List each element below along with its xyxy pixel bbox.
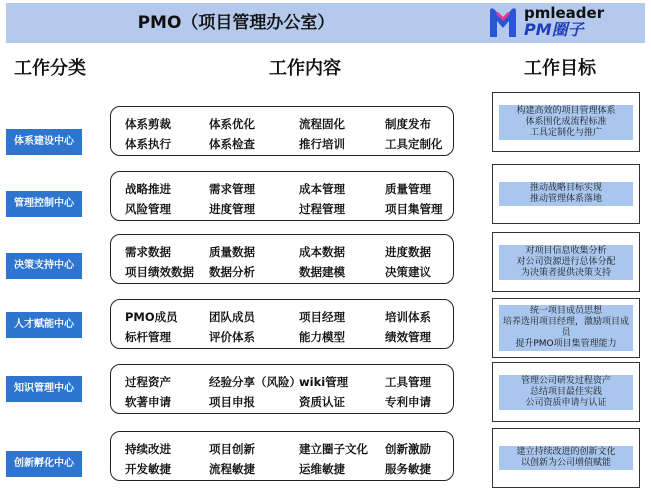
work-item: 资质认证 [299,395,345,409]
work-item: 体系执行 [125,137,171,151]
work-item: 培训体系 [385,310,431,324]
pmleader-logo [488,5,638,39]
work-item: 服务敏捷 [385,462,431,476]
category-label: 人才赋能中心 [6,312,82,338]
goal-line: 公司资质申请与认证 [525,397,607,408]
goal-line: 为决策者提供决策支持 [520,267,611,278]
work-item: 标杆管理 [125,330,171,344]
work-item: 建立圈子文化 [299,442,368,456]
work-item: 数据建模 [299,265,345,279]
category-label: 体系建设中心 [6,129,82,155]
content-box [110,234,454,284]
work-item: 过程资产 [125,375,171,389]
category-label: 决策支持中心 [6,253,82,279]
column-header-category: 工作分类 [14,58,86,79]
work-item: 制度发布 [385,117,431,131]
goal-line: 构建高效的项目管理体系 [516,105,616,116]
goal-line: 对项目信息收集分析 [525,245,607,256]
work-item: 需求管理 [209,182,255,196]
goal-box [492,298,640,358]
work-item: 经验分享（风险） [209,375,301,389]
category-label: 管理控制中心 [6,191,82,217]
goal-line: 培养选用项目经理，激励项目成员 [502,317,629,338]
work-item: wiki管理 [299,375,349,389]
goal-box [492,232,640,292]
work-item: 项目绩效数据 [125,265,194,279]
pm-logo-icon [488,5,518,39]
goal-box [492,428,640,488]
work-item: 工具定制化 [385,137,443,151]
work-item: 数据分析 [209,265,255,279]
work-item: 工具管理 [385,375,431,389]
work-item: 绩效管理 [385,330,431,344]
work-item: 进度管理 [209,202,255,216]
work-item: 项目经理 [299,310,345,324]
work-item: 成本管理 [299,182,345,196]
work-item: 过程管理 [299,202,345,216]
content-box [110,171,454,221]
work-item: 项目集管理 [385,202,443,216]
work-item: 运维敏捷 [299,462,345,476]
logo-text-cn: PM圈子 [524,20,584,39]
work-item: 软著申请 [125,395,171,409]
work-item: 专利申请 [385,395,431,409]
page-title: PMO（项目管理办公室） [137,13,335,33]
goal-line: 总结项目最佳实践 [529,386,602,397]
goal-line: 以创新为公司增值赋能 [520,458,611,468]
goal-text [499,245,633,280]
work-item: 决策建议 [385,265,431,279]
goal-line: 推动管理体系落地 [529,194,602,204]
goal-line: 管理公司研发过程资产 [520,375,611,386]
goal-box [492,164,640,224]
work-item: 进度数据 [385,245,431,259]
goal-text [499,105,633,140]
work-item: 团队成员 [209,310,255,324]
work-item: 战略推进 [125,182,171,196]
work-item: 创新激励 [385,442,431,456]
work-item: 风险管理 [125,202,171,216]
work-item: 成本数据 [299,245,345,259]
content-box [110,299,454,349]
content-box [110,106,454,156]
goal-line: 推动战略目标实现 [529,183,602,193]
work-item: PMO成员 [125,310,178,324]
work-item: 体系剪裁 [125,117,171,131]
column-header-goal: 工作目标 [524,58,596,79]
column-header-content: 工作内容 [269,58,341,79]
work-item: 需求数据 [125,245,171,259]
category-label: 知识管理中心 [6,376,82,402]
goal-text [499,446,633,470]
goal-text [499,375,633,410]
work-item: 流程固化 [299,117,345,131]
content-box [110,364,454,414]
goal-box [492,362,640,422]
work-item: 体系检查 [209,137,255,151]
work-item: 质量数据 [209,245,255,259]
category-label: 创新孵化中心 [6,451,82,477]
work-item: 持续改进 [125,442,171,456]
goal-line: 提升PMO项目集管理能力 [515,339,617,349]
work-item: 评价体系 [209,330,255,344]
goal-line: 对公司资源进行总体分配 [516,256,616,267]
goal-text [499,182,633,206]
work-item: 开发敏捷 [125,462,171,476]
work-item: 推行培训 [299,137,345,151]
goal-line: 统一项目成员思想 [529,306,602,316]
goal-text [499,305,633,351]
goal-line: 体系围化成流程标准 [525,116,607,127]
work-item: 项目创新 [209,442,255,456]
goal-line: 工具定制化与推广 [529,127,602,138]
logo-text-en: pmleader [524,4,605,22]
work-item: 流程敏捷 [209,462,255,476]
goal-line: 建立持续改进的创新文化 [516,447,616,457]
work-item: 项目申报 [209,395,255,409]
content-box [110,431,454,481]
goal-box [492,92,640,152]
work-item: 能力模型 [299,330,345,344]
work-item: 质量管理 [385,182,431,196]
work-item: 体系优化 [209,117,255,131]
